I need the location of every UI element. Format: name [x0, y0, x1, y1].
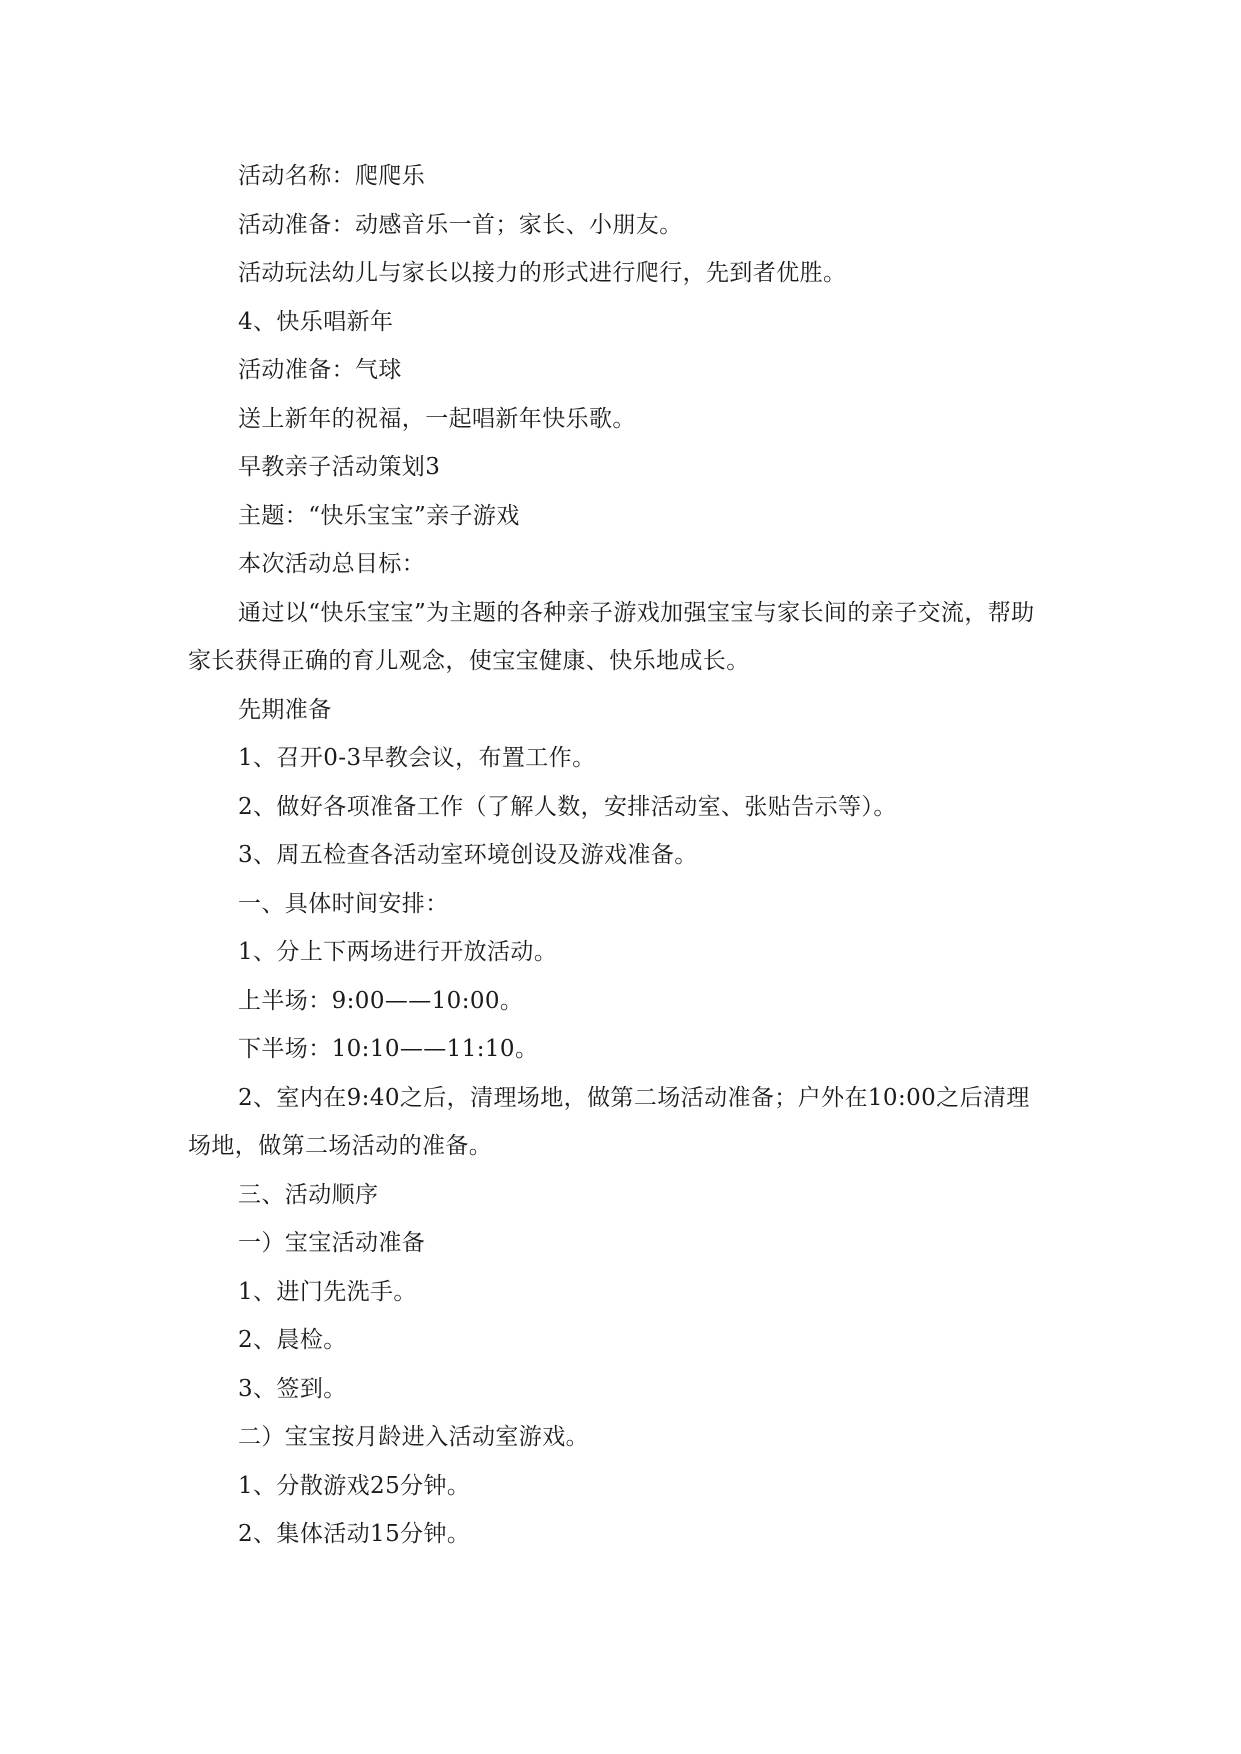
paragraph: 1、召开0-3早教会议，布置工作。 [238, 745, 596, 771]
paragraph: 3、签到。 [238, 1375, 347, 1402]
paragraph: 三、活动顺序 [238, 1181, 379, 1208]
paragraph: 1、进门先洗手。 [238, 1278, 417, 1305]
paragraph: 活动准备：气球 [238, 357, 402, 383]
paragraph: 2、室内在9:40之后，清理场地，做第二场活动准备；户外在10:00之后清理场地，做第二场活动的准备。 [188, 1084, 1030, 1159]
paragraph: 主题：“快乐宝宝”亲子游戏 [238, 502, 520, 529]
paragraph: 活动名称：爬爬乐 [238, 163, 426, 189]
paragraph: 送上新年的祝福，一起唱新年快乐歌。 [238, 405, 636, 432]
paragraph: 上半场：9:00——10:00。 [238, 987, 524, 1014]
paragraph: 本次活动总目标： [238, 551, 426, 577]
paragraph: 二）宝宝按月龄进入活动室游戏。 [238, 1424, 589, 1450]
document-body [188, 152, 1048, 1559]
paragraph: 下半场：10:10——11:10。 [238, 1036, 539, 1062]
paragraph: 1、分上下两场进行开放活动。 [238, 939, 558, 965]
paragraph: 活动准备：动感音乐一首；家长、小朋友。 [238, 211, 683, 238]
paragraph: 先期准备 [238, 696, 332, 723]
paragraph: 3、周五检查各活动室环境创设及游戏准备。 [238, 842, 698, 868]
paragraph: 一、具体时间安排： [238, 890, 449, 917]
paragraph: 通过以“快乐宝宝”为主题的各种亲子游戏加强宝宝与家长间的亲子交流，帮助家长获得正确的育儿观念，使宝宝健康、快乐地成长。 [188, 599, 1035, 674]
paragraph: 2、晨检。 [238, 1327, 347, 1353]
paragraph: 4、快乐唱新年 [238, 308, 394, 335]
section-heading: 早教亲子活动策划3 [238, 454, 441, 480]
paragraph: 一）宝宝活动准备 [238, 1230, 426, 1256]
paragraph: 1、分散游戏25分钟。 [238, 1472, 471, 1499]
paragraph: 2、集体活动15分钟。 [238, 1521, 471, 1547]
paragraph: 活动玩法幼儿与家长以接力的形式进行爬行，先到者优胜。 [238, 260, 847, 286]
paragraph: 2、做好各项准备工作（了解人数，安排活动室、张贴告示等）。 [238, 793, 897, 820]
